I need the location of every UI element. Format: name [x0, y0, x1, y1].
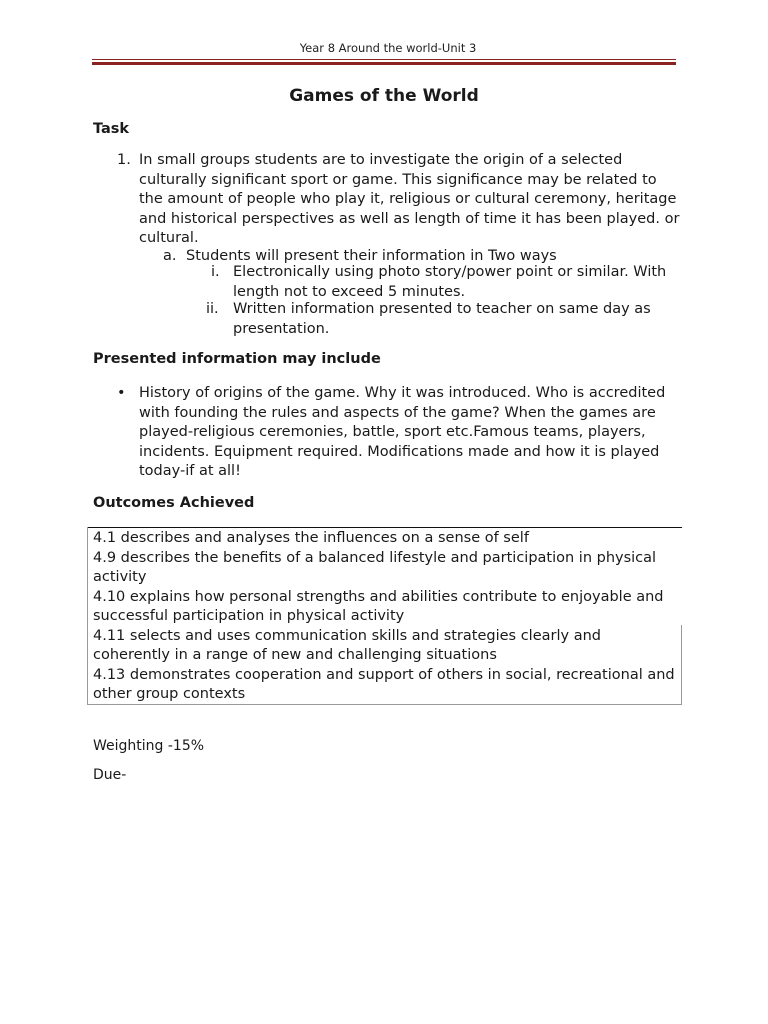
outcome-item: 4.10 explains how personal strengths and abilities contribute to enjoyable and successful participation in physical activity [93, 588, 664, 624]
outcome-item: 4.1 describes and analyses the influences on a sense of self [93, 530, 529, 546]
task-subitem-marker: a. [163, 248, 177, 264]
outcomes-heading: Outcomes Achieved [93, 495, 255, 511]
outcomes-table-right-border [681, 625, 682, 705]
outcomes-list [93, 529, 679, 705]
outcome-item: 4.11 selects and uses communication skills and strategies clearly and coherently in a range of new and challenging situations [93, 627, 601, 663]
bullet-marker: • [117, 385, 126, 401]
header-rule-thin [92, 59, 676, 60]
header-rule-thick [92, 62, 676, 65]
page-header: Year 8 Around the world-Unit 3 [299, 41, 477, 55]
roman-text-1: Electronically using photo story/power point or similar. With length not to exceed 5 minutes. [233, 264, 667, 300]
outcomes-table [87, 527, 682, 705]
roman-marker-2: ii. [206, 301, 219, 317]
weighting-text: Weighting -15% [93, 738, 205, 754]
due-text: Due- [93, 767, 127, 783]
task-item-number: 1. [117, 152, 131, 168]
presented-text: History of origins of the game. Why it was introduced. Who is accredited with founding the rules and aspects of the game? When the games are played-religious ceremonies, battle, sport etc.Famous teams, players, incidents. Equipment required. Modifications made and how it is played today-if at all! [139, 385, 666, 479]
document-title: Games of the World [289, 86, 479, 106]
outcomes-table-top-border [87, 527, 682, 528]
roman-text-2: Written information presented to teacher on same day as presentation. [233, 301, 651, 337]
outcomes-table-left-border [87, 527, 88, 705]
task-heading: Task [93, 121, 130, 137]
task-subitem-text: Students will present their information in Two ways [186, 248, 557, 264]
presented-heading: Presented information may include [93, 351, 381, 367]
roman-marker-1: i. [211, 264, 220, 280]
outcome-item: 4.13 demonstrates cooperation and support of others in social, recreational and other group contexts [93, 666, 675, 702]
task-item-text: In small groups students are to investigate the origin of a selected culturally significant sport or game. This significance may be related to the amount of people who play it, religious or cultural ceremony, heritage and historical perspectives as well as length of time it has been played. or cultural. [139, 152, 680, 246]
outcome-item: 4.9 describes the benefits of a balanced lifestyle and participation in physical activity [93, 549, 657, 585]
